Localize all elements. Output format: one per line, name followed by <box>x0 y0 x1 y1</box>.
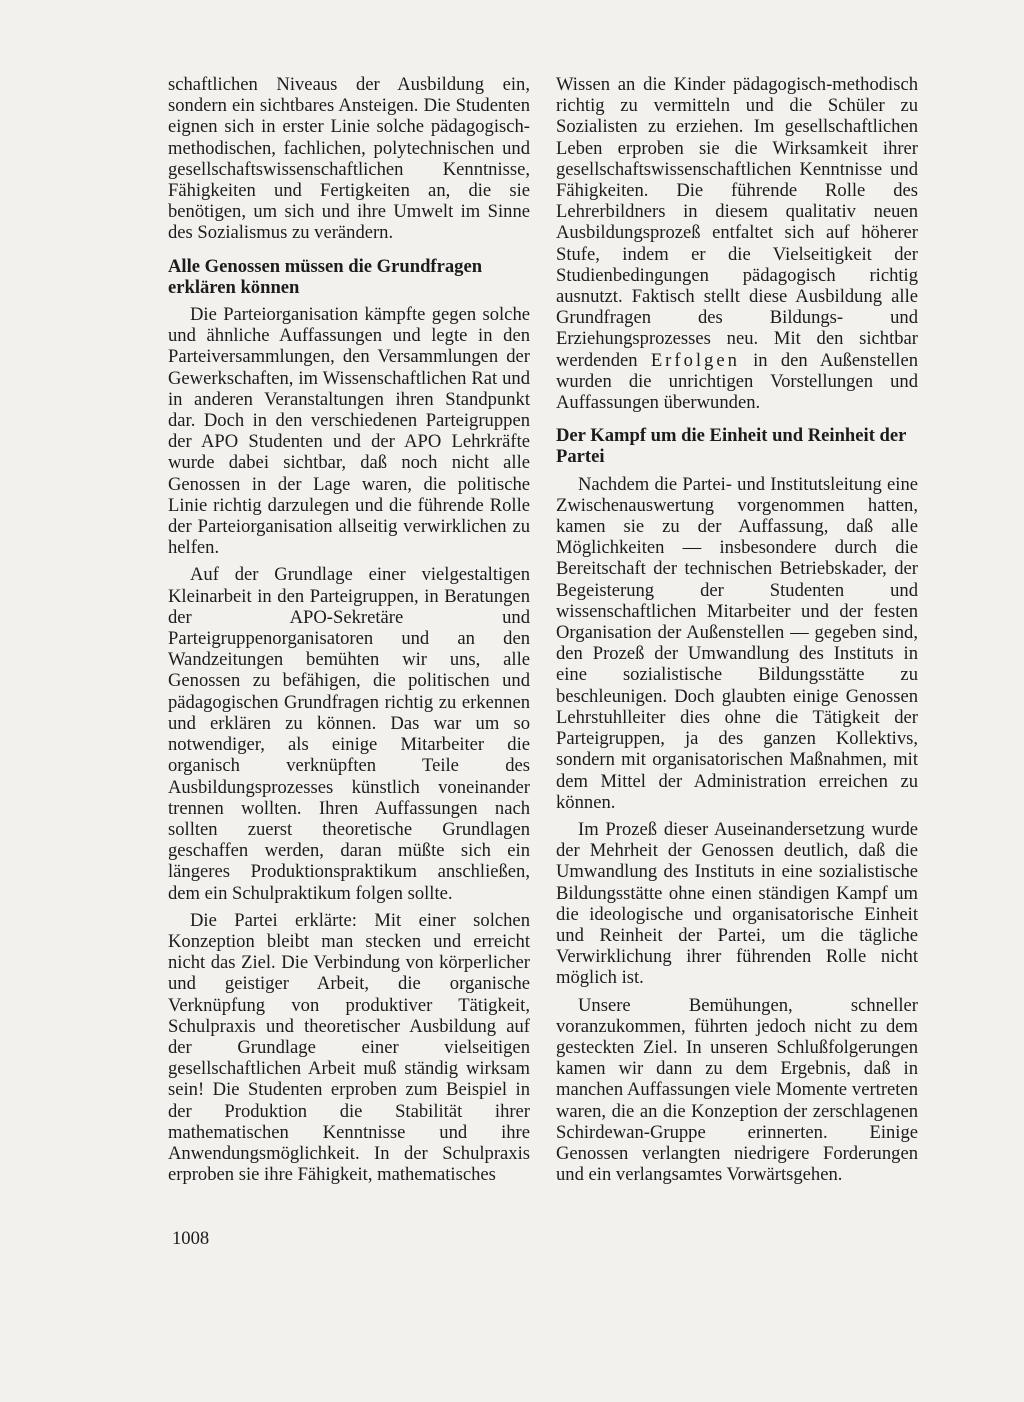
section-heading-kampf: Der Kampf um die Einheit und Reinheit der Partei <box>556 425 907 468</box>
spaced-emphasis-erfolgen: Erfolgen <box>650 349 740 371</box>
right-paragraph-1-part-b: in den Außenstellen wurden die unrichtigen Vorstellungen und Auffassungen überwunden. <box>556 349 919 414</box>
right-paragraph-1 <box>556 74 918 413</box>
right-paragraph-3: Im Prozeß dieser Auseinandersetzung wurde der Mehrheit der Genossen deutlich, daß die Umwandlung des Instituts in eine sozialistische Bildungsstätte ohne einen ständigen Kampf um die ideologische und organisatorische Einheit und Reinheit der Partei, um die tägliche Verwirklichung ihrer führenden Rolle nicht möglich ist. <box>556 818 918 989</box>
right-paragraph-1-part-a: Wissen an die Kinder pädagogisch-methodisch richtig zu vermitteln und die Schüler zu Sozialisten zu erziehen. Im gesellschaftlichen Leben erproben sie die Wirksamkeit ihrer gesellschaftswissenschaftlichen Kenntnisse und Fähigkeiten. Die führende Rolle des Lehrerbildners in diesem qualitativ neuen Ausbildungsprozeß entfaltet sich auf höherer Stufe, indem er die Vielseitigkeit der Studienbedingungen pädagogisch richtig ausnutzt. Faktisch stellt diese Ausbildung alle Grundfragen des Bildungs- und Erziehungsprozesses neu. Mit den sichtbar werdenden <box>556 74 918 371</box>
left-paragraph-2: Die Parteiorganisation kämpfte gegen solche und ähnliche Auffassungen und legte in den Parteiversammlungen, den Versammlungen der Gewerkschaften, im Wissenschaftlichen Rat und in anderen Veranstaltungen ihren Standpunkt dar. Doch in den verschiedenen Parteigruppen der APO Studenten und der APO Lehrkräfte wurde dabei sichtbar, daß noch nicht alle Genossen in der Lage waren, die politische Linie richtig darzulegen und die führende Rolle der Parteiorganisation allseitig verwirklichen zu helfen. <box>168 304 530 559</box>
left-paragraph-3: Auf der Grundlage einer vielgestaltigen Kleinarbeit in den Parteigruppen, in Beratungen der APO-Sekretäre und Parteigruppenorganisatoren und an den Wandzeitungen bemühten wir uns, alle Genossen zu befähigen, die politischen und pädagogischen Grundfragen richtig zu erkennen und erklären zu können. Das war um so notwendiger, als einige Mitarbeiter die organisch verknüpften Teile des Ausbildungsprozesses künstlich voneinander trennen wollten. Ihren Auffassungen nach sollten zuerst theoretische Grundlagen geschaffen werden, daran müßte sich ein längeres Produktionspraktikum anschließen, dem ein Schulpraktikum folgen sollte. <box>168 564 530 904</box>
left-paragraph-4: Die Partei erklärte: Mit einer solchen Konzeption bleibt man stecken und erreicht nicht das Ziel. Die Verbindung von körperlicher und geistiger Arbeit, die organische Verknüpfung von produktiver Tätigkeit, Schulpraxis und theoretischer Ausbildung auf der Grundlage einer vielseitigen gesellschaftlichen Arbeit muß ständig wirksam sein! Die Studenten erproben zum Beispiel in der Produktion die Stabilität ihrer mathematischen Kenntnisse und ihre Anwendungsmöglichkeit. In der Schulpraxis erproben sie ihre Fähigkeit, mathematisches <box>168 909 530 1186</box>
right-paragraph-4: Unsere Bemühungen, schneller voranzukommen, führten jedoch nicht zu dem gesteckten Ziel. In unseren Schlußfolgerungen kamen wir dann zu dem Ergebnis, daß in manchen Auffassungen viele Momente vertreten waren, die an die Konzeption der zerschlagenen Schirdewan-Gruppe erinnerten. Einige Genossen verlangten niedrigere Forderungen und ein verlangsamtes Vorwärtsgehen. <box>556 994 918 1186</box>
section-heading-genossen: Alle Genossen müssen die Grundfragen erklären können <box>168 255 483 298</box>
right-paragraph-2: Nachdem die Partei- und Institutsleitung eine Zwischenauswertung vorgenommen hatten, kamen sie zu der Auffassung, daß alle Möglichkeiten — insbesondere durch die Bereitschaft der technischen Betriebskader, der Begeisterung der Studenten und wissenschaftlichen Mitarbeiter und der festen Organisation der Außenstellen — gegeben sind, den Prozeß der Umwandlung des Instituts in eine sozialistische Bildungsstätte zu beschleunigen. Doch glaubten einige Genossen Lehrstuhlleiter dies ohne die Tätigkeit der Parteigruppen, ja des ganzen Kollektivs, sondern mit organisatorischen Maßnahmen, mit dem Mittel der Administration erreichen zu können. <box>556 473 918 813</box>
right-column <box>556 74 918 1185</box>
left-column <box>168 74 530 1185</box>
page-number: 1008 <box>172 1228 210 1249</box>
left-paragraph-1: schaftlichen Niveaus der Ausbildung ein, sondern ein sichtbares Ansteigen. Die Studenten eignen sich in erster Linie solche pädagogisch-methodischen, fachlichen, polytechnischen und gesellschaftswissenschaftlichen Kenntnisse, Fähigkeiten und Fertigkeiten an, die sie benötigen, um sich und ihre Umwelt im Sinne des Sozialismus zu verändern. <box>168 74 530 244</box>
